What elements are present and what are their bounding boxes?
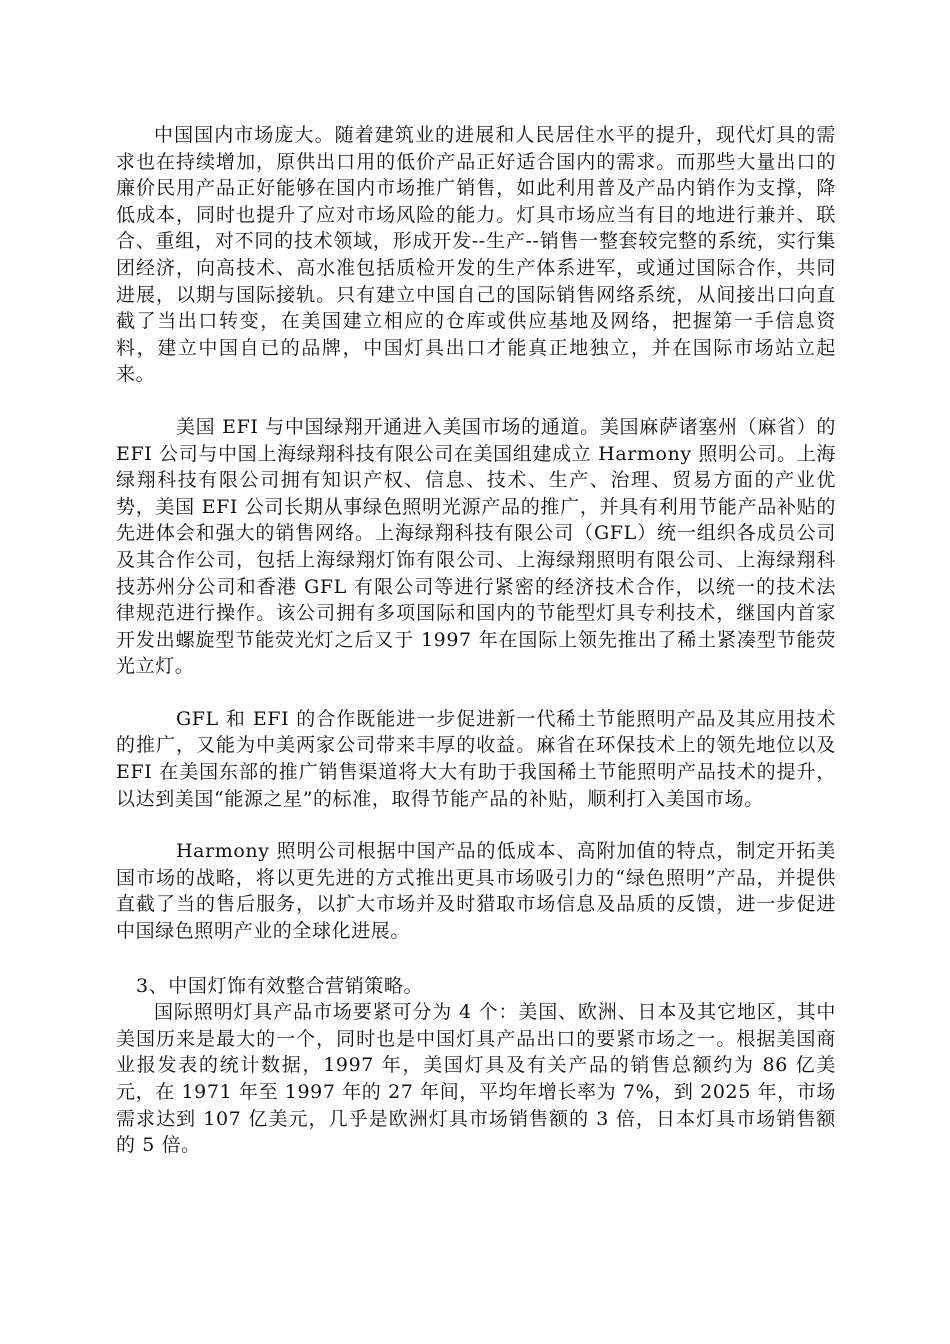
paragraph-gfl-efi-cooperation: GFL 和 EFI 的合作既能进一步促进新一代稀土节能照明产品及其应用技术的推广，又能为中美两家公司带来丰厚的收益。麻省在环保技术上的领先地位以及 EFI 在美国东部的推广销售渠道将大大有助于我国稀土节能照明产品技术的提升，以达到美国“能源之星”的标准，取得节能产品的补贴，顺利打入美国市场。 [116, 707, 836, 810]
paragraph-international-market: 国际照明灯具产品市场要紧可分为 4 个：美国、欧洲、日本及其它地区，其中美国历来是最大的一个，同时也是中国灯具产品出口的要紧市场之一。根据美国商业报发表的统计数据，1997 年，美国灯具及有关产品的销售总额约为 86 亿美元，在 1971 年至 1997 年的 27 年间，平均年增长率为 7%，到 2025 年，市场需求达到 107 亿美元，几乎是欧洲灯具市场销售额的 3 倍，日本灯具市场销售额的 5 倍。 [116, 1001, 836, 1157]
document-body [116, 122, 836, 1159]
paragraph-harmony-strategy: Harmony 照明公司根据中国产品的低成本、高附加值的特点，制定开拓美国市场的战略，将以更先进的方式推出更具市场吸引力的“绿色照明”产品，并提供直截了当的售后服务，以扩大市场并及时猎取市场信息及品质的反馈，进一步促进中国绿色照明产业的全球化进展。 [116, 840, 836, 943]
paragraph-domestic-market: 中国国内市场庞大。随着建筑业的进展和人民居住水平的提升，现代灯具的需求也在持续增加，原供出口用的低价产品正好适合国内的需求。而那些大量出口的廉价民用产品正好能够在国内市场推广销售，如此利用普及产品内销作为支撑，降低成本，同时也提升了应对市场风险的能力。灯具市场应当有目的地进行兼并、联合、重组，对不同的技术领域，形成开发--生产--销售一整套较完整的系统，实行集团经济，向高技术、高水准包括质检开发的生产体系进军，或通过国际合作，共同进展，以期与国际接轨。只有建立中国自己的国际销售网络系统，从间接出口向直截了当出口转变，在美国建立相应的仓库或供应基地及网络，把握第一手信息资料，建立中国自已的品牌，中国灯具出口才能真正地独立，并在国际市场站立起来。 [116, 124, 836, 386]
paragraph-efi-greenfly: 美国 EFI 与中国绿翔开通进入美国市场的通道。美国麻萨诸塞州（麻省）的 EFI 公司与中国上海绿翔科技有限公司在美国组建成立 Harmony 照明公司。上海绿翔科技有限公司拥有知识产权、信息、技术、生产、治理、贸易方面的产业优势，美国 EFI 公司长期从事绿色照明光源产品的推广，并具有利用节能产品补贴的先进体会和强大的销售网络。上海绿翔科技有限公司（GFL）统一组织各成员公司及其合作公司，包括上海绿翔灯饰有限公司、上海绿翔照明有限公司、上海绿翔科技苏州分公司和香港 GFL 有限公司等进行紧密的经济技术合作，以统一的技术法律规范进行操作。该公司拥有多项国际和国内的节能型灯具专利技术，继国内首家开发出螺旋型节能荧光灯之后又于 1997 年在国际上领先推出了稀土紧凑型节能荧光立灯。 [116, 415, 836, 678]
section-heading: 3、中国灯饰有效整合营销策略。 [136, 974, 424, 997]
